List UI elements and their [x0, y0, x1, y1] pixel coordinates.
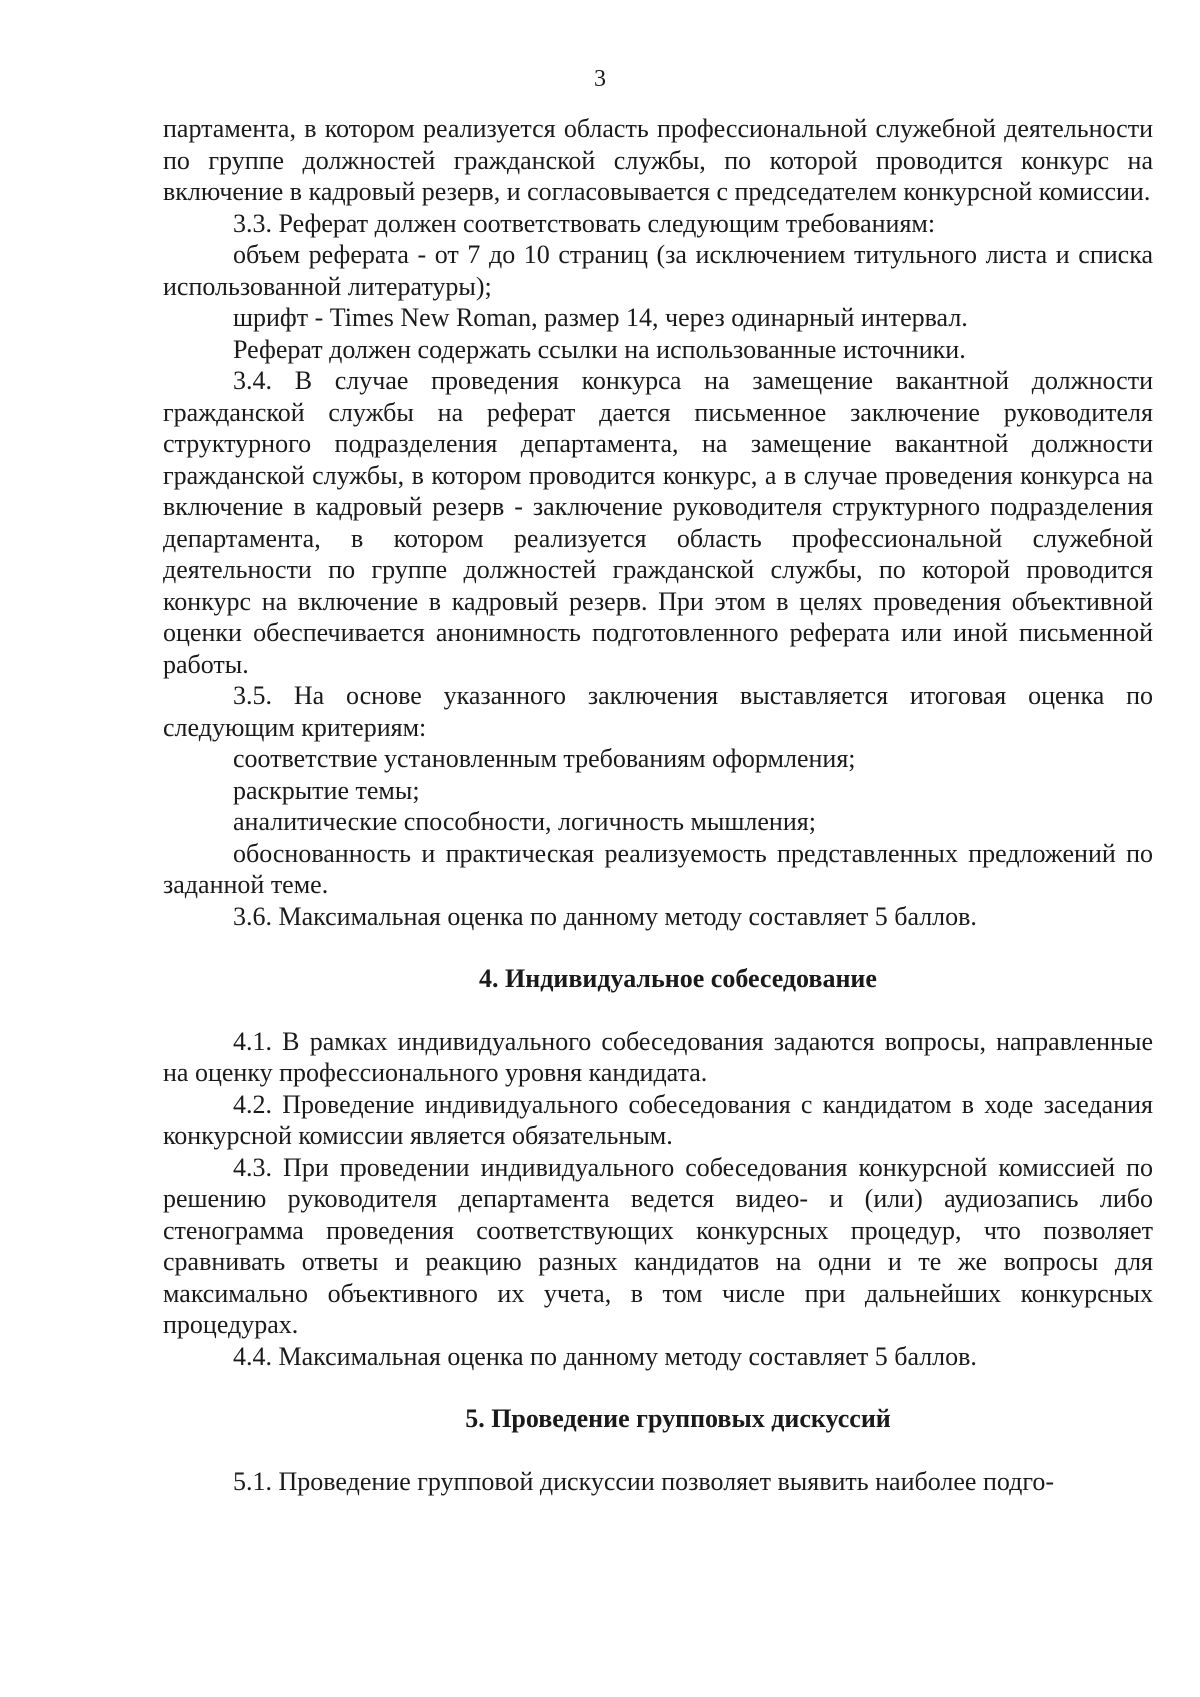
document-body [163, 113, 1153, 1497]
paragraph-5-1: 5.1. Проведение групповой дискуссии позволяет выявить наиболее подго- [233, 1466, 1055, 1496]
paragraph-4-1: 4.1. В рамках индивидуального собеседования задаются вопросы, направленные на оценку профессионального уровня кандидата. [163, 1026, 1153, 1087]
spacer [163, 995, 1153, 1026]
paragraph-3-3: 3.3. Реферат должен соответствовать следующим требованиям: [233, 208, 936, 238]
spacer [163, 1372, 1153, 1403]
paragraph-volume: объем реферата - от 7 до 10 страниц (за исключением титульного листа и списка использованной литературы); [163, 240, 1153, 301]
page-number: 3 [594, 66, 606, 92]
paragraph-4-4: 4.4. Максимальная оценка по данному методу составляет 5 баллов. [233, 1341, 977, 1371]
criterion-proposals: обоснованность и практическая реализуемость представленных предложений по заданной теме. [163, 838, 1153, 899]
paragraph-3-6: 3.6. Максимальная оценка по данному методу составляет 5 баллов. [233, 901, 977, 931]
paragraph-continuation: партамента, в котором реализуется область профессиональной служебной деятельности по группе должностей гражданской службы, по которой проводится конкурс на включение в кадровый резерв, и согласовывается с председателем конкурсной комиссии. [163, 114, 1153, 206]
spacer [163, 1435, 1153, 1466]
section-5-heading: 5. Проведение групповых дискуссий [465, 1404, 891, 1433]
paragraph-references: Реферат должен содержать ссылки на использованные источники. [233, 334, 966, 364]
paragraph-3-5: 3.5. На основе указанного заключения выставляется итоговая оценка по следующим критериям: [163, 681, 1153, 742]
criterion-topic: раскрытие темы; [233, 775, 420, 805]
paragraph-4-3: 4.3. При проведении индивидуального собеседования конкурсной комиссией по решению руководителя департамента ведется видео- и (или) аудиозапись либо стенограмма проведения соответствующих конкурсных процедур, что позволяет сравнивать ответы и реакцию разных кандидатов на одни и те же вопросы для максимально объективного их учета, в том числе при дальнейших конкурсных процедурах. [163, 1152, 1153, 1339]
section-4-heading: 4. Индивидуальное собеседование [479, 964, 877, 993]
paragraph-4-2: 4.2. Проведение индивидуального собеседования с кандидатом в ходе заседания конкурсной комиссии является обязательным. [163, 1089, 1153, 1150]
paragraph-font: шрифт - Times New Roman, размер 14, через одинарный интервал. [233, 303, 968, 332]
paragraph-3-4: 3.4. В случае проведения конкурса на замещение вакантной должности гражданской службы на реферат дается письменное заключение руководителя структурного подразделения департамента, на замещение вакантной должности гражданской службы, в котором проводится конкурс, а в случае проведения конкурса на включение в кадровый резерв - заключение руководителя структурного подразделения департамента, в котором реализуется область профессиональной служебной деятельности по группе должностей гражданской службы, по которой проводится конкурс на включение в кадровый резерв. При этом в целях проведения объективной оценки обеспечивается анонимность подготовленного реферата или иной письменной работы. [163, 366, 1153, 679]
criterion-analytics: аналитические способности, логичность мышления; [233, 807, 816, 836]
criterion-formatting: соответствие установленным требованиям оформления; [233, 744, 856, 773]
spacer [163, 932, 1153, 963]
